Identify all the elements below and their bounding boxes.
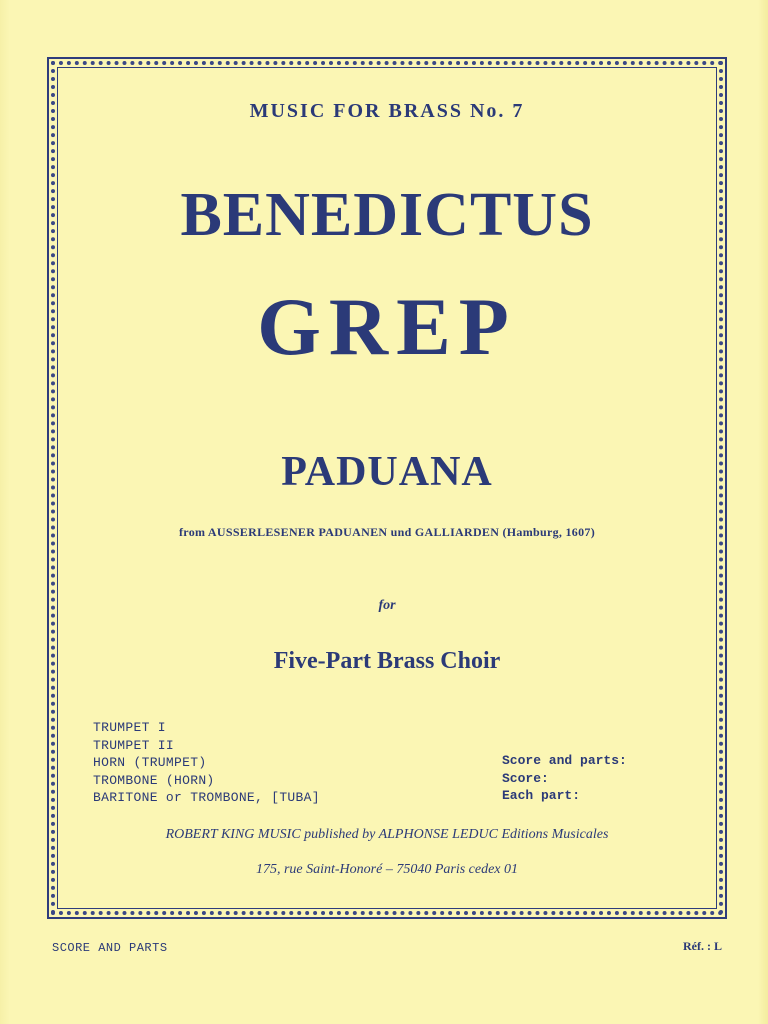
instrument-item: HORN (TRUMPET)	[93, 755, 207, 770]
price-item: Score and parts:	[502, 753, 627, 768]
series-title: MUSIC FOR BRASS No. 7	[249, 100, 525, 122]
footer-reference: Réf. : L	[683, 939, 722, 953]
instrument-item: TROMBONE (HORN)	[93, 772, 215, 788]
price-list	[502, 752, 627, 805]
ensemble-title: Five-Part Brass Choir	[273, 648, 501, 674]
publisher-address: 175, rue Saint-Honoré – 75040 Paris cedex 01	[255, 862, 519, 877]
instrument-item: TRUMPET I	[93, 720, 166, 735]
source-note: from AUSSERLESENER PADUANEN und GALLIARDEN (Hamburg, 1607)	[178, 525, 595, 539]
instrument-item: TRUMPET II	[93, 737, 175, 753]
work-title: PADUANA	[281, 449, 493, 495]
publisher-line: ROBERT KING MUSIC published by ALPHONSE LEDUC Editions Musicales	[165, 827, 609, 842]
for-label: for	[378, 598, 396, 613]
footer-score-and-parts: SCORE AND PARTS	[52, 941, 168, 955]
composer-last-name: GREP	[257, 281, 517, 372]
price-item: Score:	[502, 770, 549, 786]
composer-first-name: BENEDICTUS	[180, 181, 594, 249]
instrument-item: BARITONE or TROMBONE, [TUBA]	[93, 790, 320, 805]
price-item: Each part:	[502, 788, 581, 803]
instrument-list	[93, 719, 320, 807]
